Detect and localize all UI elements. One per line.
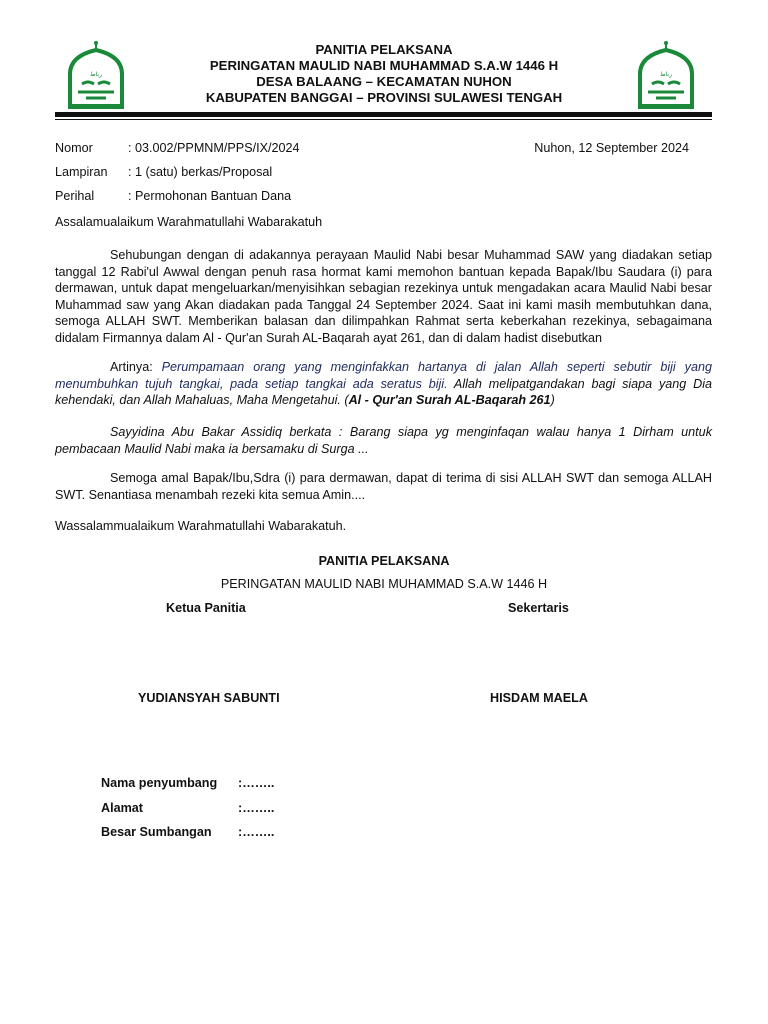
secretary-title: Sekertaris	[508, 601, 569, 615]
artinya-source: Al - Qur'an Surah AL-Baqarah 261	[348, 393, 551, 408]
svg-text:ﺭﺑﺎﻁ: ﺭﺑﺎﻁ	[660, 71, 672, 78]
lampiran-value: : 1 (satu) berkas/Proposal	[128, 165, 273, 179]
header-divider-thick	[55, 112, 712, 117]
hadith-paragraph: Sayyidina Abu Bakar Assidiq berkata : Barang siapa yg menginfaqan walau hanya 1 Dirham untuk pembacaan Maulid Nabi maka ia bersamaku di Surga ...	[55, 425, 712, 456]
chairman-name: YUDIANSYAH SABUNTI	[138, 691, 280, 705]
quran-translation-paragraph	[55, 359, 712, 409]
artinya-rest: Allah melipatgandakan bagi siapa yang Dia kehendaki, dan Allah Mahaluas, Maha Mengetahui. (	[55, 376, 712, 408]
body-paragraph-3: Semoga amal Bapak/Ibu,Sdra (i) para dermawan, dapat di terima di sisi ALLAH SWT dan semoga ALLAH SWT. Senantiasa menambah rezeki kita semua Amin....	[55, 471, 712, 502]
perihal-value: : Permohonan Bantuan Dana	[128, 189, 292, 203]
donation-amount-field: :……..	[238, 825, 275, 839]
greeting: Assalamualaikum Warahmatullahi Wabarakatuh	[55, 215, 323, 229]
lampiran-label: Lampiran	[55, 165, 108, 179]
chairman-title: Ketua Panitia	[166, 601, 246, 615]
signature-org: PANITIA PELAKSANA	[318, 554, 450, 568]
donor-name-field: :……..	[238, 776, 275, 790]
donor-name-label: Nama penyumbang	[101, 776, 218, 790]
nomor-value: : 03.002/PPMNM/PPS/IX/2024	[128, 141, 300, 155]
perihal-label: Perihal	[55, 189, 95, 203]
signature-event: PERINGATAN MAULID NABI MUHAMMAD S.A.W 1446 H	[220, 577, 548, 591]
donor-address-label: Alamat	[101, 801, 143, 815]
letter-date: Nuhon, 12 September 2024	[534, 141, 689, 155]
letterhead-line-1: PANITIA PELAKSANA	[315, 42, 453, 57]
artinya-label: Artinya:	[110, 360, 162, 374]
mosque-logo-icon	[634, 40, 698, 114]
closing-greeting: Wassalammualaikum Warahmatullahi Wabarakatuh.	[55, 519, 347, 533]
artinya-close: )	[550, 393, 555, 408]
nomor-label: Nomor	[55, 141, 93, 155]
svg-text:ﺭﺑﺎﻁ: ﺭﺑﺎﻁ	[90, 71, 102, 78]
mosque-logo-icon	[64, 40, 128, 114]
secretary-name: HISDAM MAELA	[490, 691, 588, 705]
letterhead-line-4: KABUPATEN BANGGAI – PROVINSI SULAWESI TENGAH	[205, 90, 563, 105]
letterhead	[150, 42, 618, 106]
donor-address-field: :……..	[238, 801, 275, 815]
body-paragraph-1: Sehubungan dengan di adakannya perayaan Maulid Nabi besar Muhammad SAW yang diadakan setiap tanggal 12 Rabi'ul Awwal dengan penuh rasa hormat kami memohon bantuan kepada Bapak/Ibu Saudara (i) para dermawan, untuk dapat mengeluarkan/menyisihkan sebagian rezekinya untuk mengadakan acara Maulid Nabi besar Muhammad saw yang Akan diadakan pada Tanggal 24 September 2024. Saat ini kami masih membutuhkan dana, semoga ALLAH SWT. Memberikan balasan dan dilimpahkan Rahmat serta keberkahan rezekinya, sebagaimana didalam Firmannya dalam Al - Qur'an Surah AL-Baqarah ayat 261, dan di dalam hadist disebutkan	[55, 248, 712, 345]
letterhead-line-2: PERINGATAN MAULID NABI MUHAMMAD S.A.W 1446 H	[209, 58, 559, 73]
artinya-quote: Perumpamaan orang yang menginfakkan hartanya di jalan Allah seperti sebutir biji yang menumbuhkan tujuh tangkai, pada setiap tangkai ada seratus biji.	[55, 360, 712, 391]
letterhead-line-3: DESA BALAANG – KECAMATAN NUHON	[256, 74, 512, 89]
donation-amount-label: Besar Sumbangan	[101, 825, 212, 839]
header-divider-thin	[55, 119, 712, 120]
